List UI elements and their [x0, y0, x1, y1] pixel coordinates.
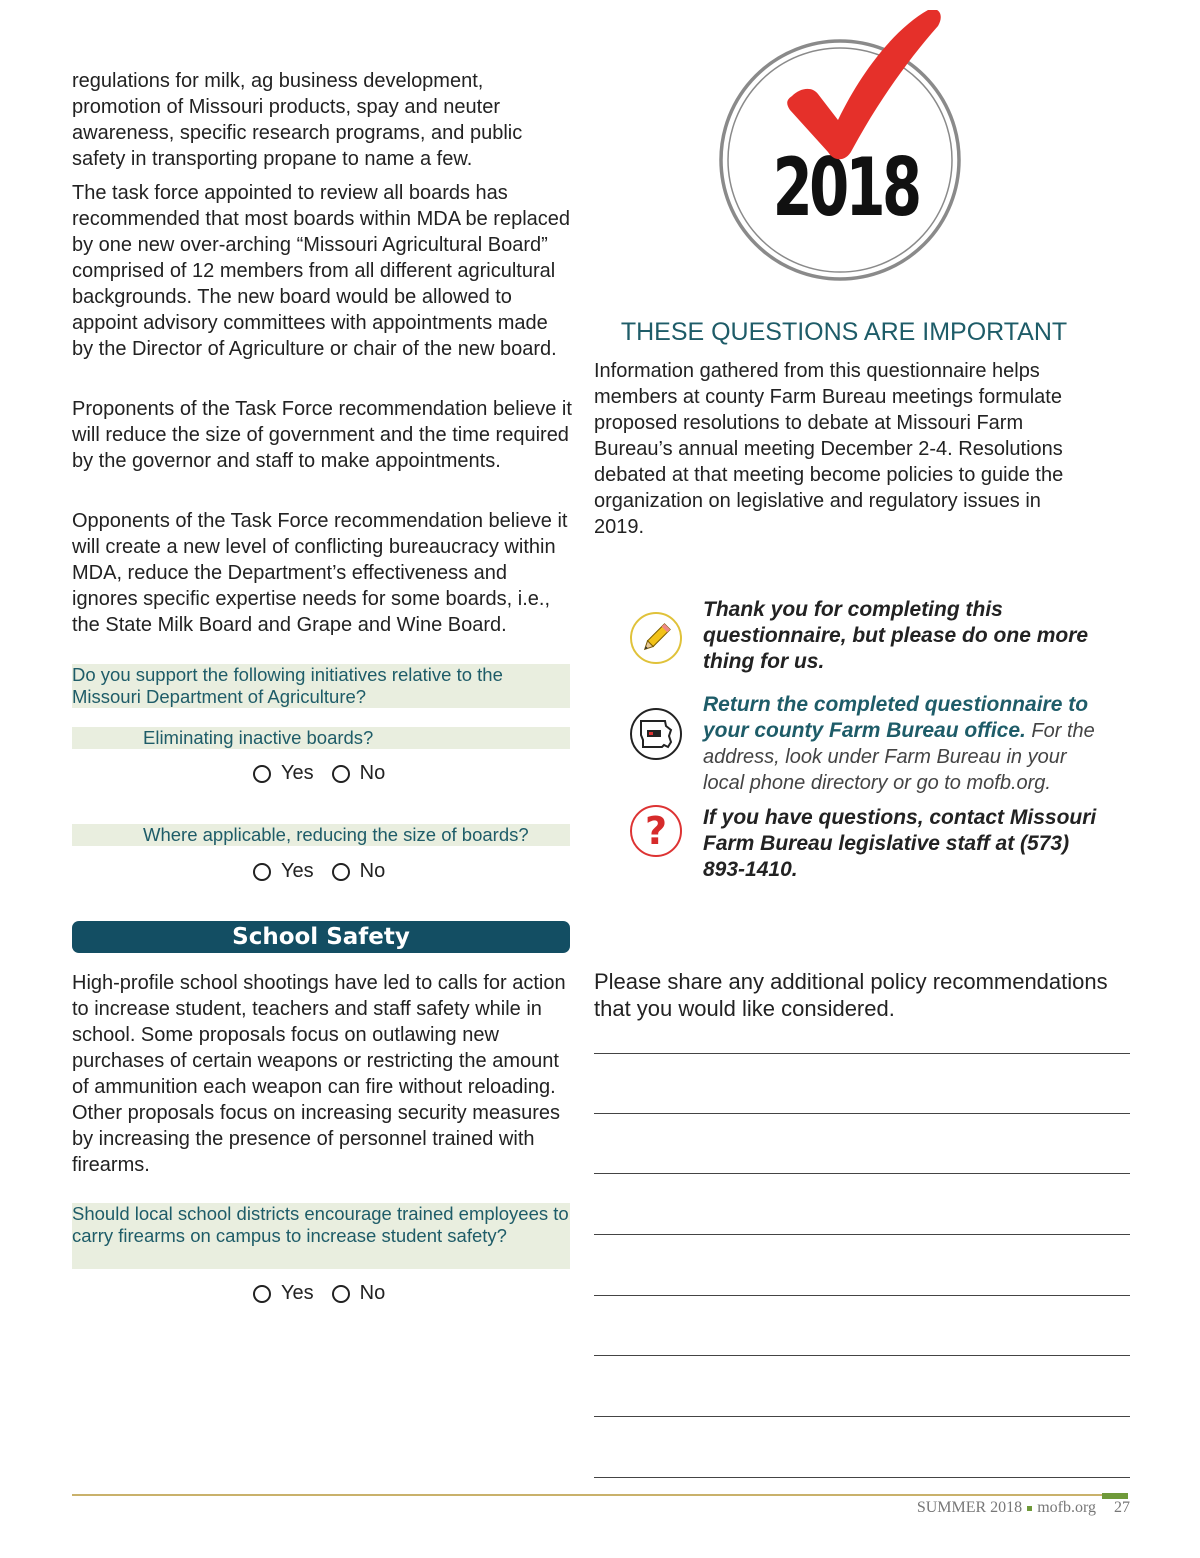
yes-label: Yes [281, 762, 314, 784]
sub-question-board-size: Where applicable, reducing the size of boards? [72, 824, 570, 846]
school-safety-question: Should local school districts encourage trained employees to carry firearms on campus to increase student safety? [72, 1203, 570, 1269]
write-in-line[interactable] [594, 1355, 1130, 1356]
radio-circle-icon[interactable] [253, 1285, 271, 1303]
recommendations-prompt: Please share any additional policy recommendations that you would like considered. [594, 969, 1108, 1021]
body-paragraph-4: Opponents of the Task Force recommendation believe it will create a new level of conflicting bureaucracy within MDA, reduce the Department’s effectiveness and ignores specific expertise needs for some boards, i.e., the State Milk Board and Grape and Wine Board. [72, 510, 568, 636]
footer [860, 1499, 1130, 1517]
answer-row-board-size [253, 860, 403, 883]
contact-note: If you have questions, contact Missouri Farm Bureau legislative staff at (573) 893-1410. [703, 806, 1097, 881]
yes-option[interactable] [253, 860, 314, 883]
write-in-line[interactable] [594, 1113, 1130, 1114]
body-paragraph-2: The task force appointed to review all boards has recommended that most boards within MDA be replaced by one new over-arching “Missouri Agricultural Board” comprised of 12 members from all different agricultural backgrounds. The new board would be allowed to appoint advisory committees with appointments made by the Director of Agriculture or chair of the new board. [72, 182, 571, 360]
info-paragraph: Information gathered from this questionnaire helps members at county Farm Bureau meetings formulate proposed resolutions to debate at Missouri Farm Bureau’s annual meeting December 2-4. Resolutions debated at that meeting become policies to guide the organization on legislative and regulatory issues in 2019. [594, 360, 1064, 538]
radio-circle-icon[interactable] [332, 863, 350, 881]
no-label: No [359, 1282, 386, 1304]
no-label: No [359, 860, 386, 882]
no-option[interactable] [332, 1282, 386, 1305]
no-label: No [359, 762, 386, 784]
yes-label: Yes [281, 860, 314, 882]
write-in-line[interactable] [594, 1053, 1130, 1054]
write-in-line[interactable] [594, 1477, 1130, 1478]
radio-circle-icon[interactable] [253, 765, 271, 783]
answer-row-inactive-boards [253, 762, 403, 785]
radio-circle-icon[interactable] [253, 863, 271, 881]
pencil-icon [630, 612, 682, 664]
footer-bullet [1027, 1506, 1032, 1511]
thank-you-note: Thank you for completing this questionnaire, but please do one more thing for us. [703, 598, 1089, 673]
answer-row-school-safety [253, 1282, 403, 1305]
no-option[interactable] [332, 762, 386, 785]
question-mark-icon: ? [630, 805, 682, 857]
questions-important-heading: THESE QUESTIONS ARE IMPORTANT [620, 318, 1068, 346]
page-number: 27 [1114, 1499, 1130, 1516]
body-paragraph-3: Proponents of the Task Force recommendation believe it will reduce the size of government and the time required by the governor and staff to make appointments. [72, 398, 572, 472]
yes-option[interactable] [253, 762, 314, 785]
radio-circle-icon[interactable] [332, 1285, 350, 1303]
write-in-line[interactable] [594, 1173, 1130, 1174]
logo-year: 2018 [772, 141, 919, 234]
return-note [703, 692, 1103, 796]
missouri-farm-bureau-icon [630, 708, 682, 760]
yes-label: Yes [281, 1282, 314, 1304]
footer-site[interactable]: mofb.org [1037, 1499, 1096, 1516]
mda-question: Do you support the following initiatives relative to the Missouri Department of Agriculture? [72, 664, 570, 708]
return-details: For the address, look under Farm Bureau in your local phone directory or go to mofb.org. [703, 720, 1095, 794]
write-in-line[interactable] [594, 1295, 1130, 1296]
no-option[interactable] [332, 860, 386, 883]
return-instruction: Return the completed questionnaire to your county Farm Bureau office. [703, 693, 1089, 742]
yes-option[interactable] [253, 1282, 314, 1305]
footer-rule [72, 1494, 1102, 1496]
checkmark-icon [778, 10, 948, 170]
write-in-line[interactable] [594, 1234, 1130, 1235]
school-safety-paragraph: High-profile school shootings have led to calls for action to increase student, teachers and staff safety while in school. Some proposals focus on outlawing new purchases of certain weapons or restricting the amount of ammunition each weapon can fire without reloading. Other proposals focus on increasing security measures by increasing the presence of personnel trained with firearms. [72, 972, 566, 1176]
sub-question-inactive-boards: Eliminating inactive boards? [72, 727, 570, 749]
footer-issue: SUMMER 2018 [916, 1499, 1023, 1516]
write-in-line[interactable] [594, 1416, 1130, 1417]
questionnaire-2018-logo [718, 38, 962, 282]
radio-circle-icon[interactable] [332, 765, 350, 783]
school-safety-heading: School Safety [72, 921, 570, 953]
body-paragraph-1: regulations for milk, ag business development, promotion of Missouri products, spay and neuter awareness, specific research programs, and public safety in transporting propane to name a few. [72, 70, 523, 170]
